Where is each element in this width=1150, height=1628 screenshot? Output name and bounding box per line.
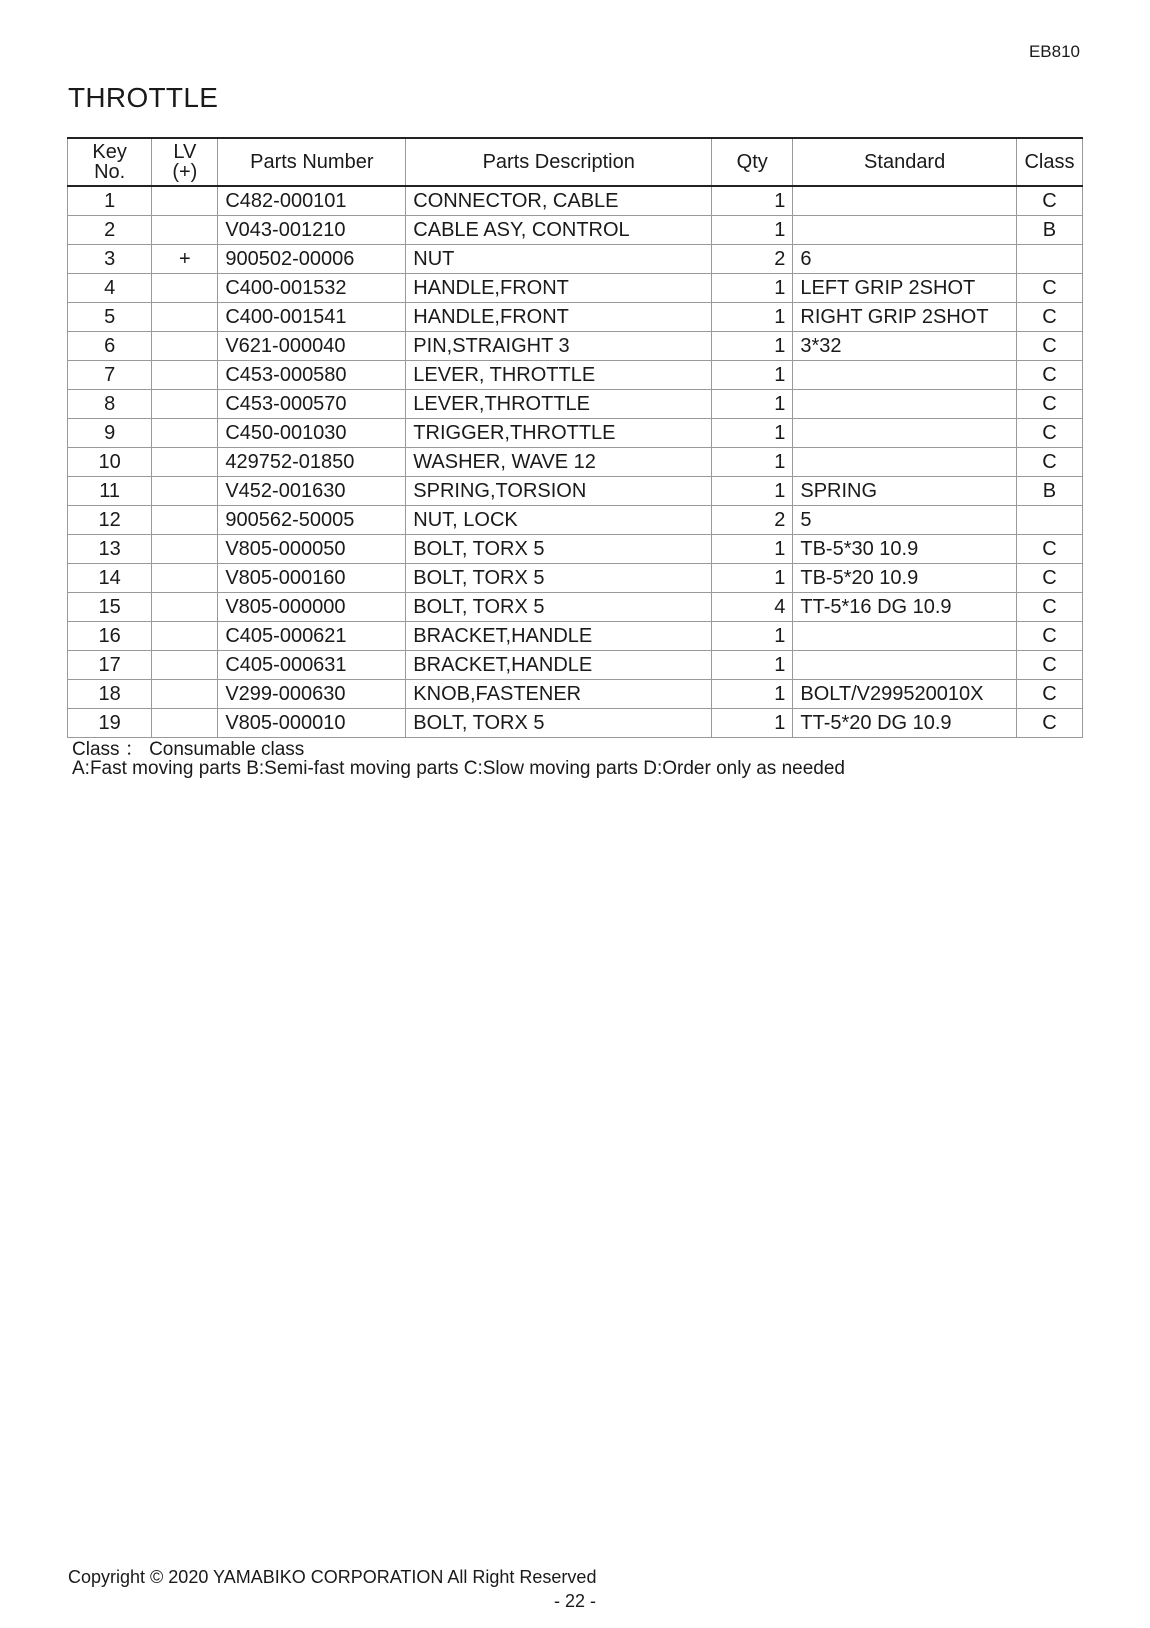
table-row <box>68 564 1083 593</box>
cell-qty: 1 <box>712 477 793 506</box>
parts-table-header <box>68 138 1083 186</box>
table-row <box>68 622 1083 651</box>
cell-standard <box>793 419 1017 448</box>
cell-key-no: 18 <box>68 680 152 709</box>
table-row <box>68 332 1083 361</box>
table-row <box>68 274 1083 303</box>
cell-lv <box>152 651 218 680</box>
cell-key-no: 3 <box>68 245 152 274</box>
cell-key-no: 17 <box>68 651 152 680</box>
cell-key-no: 16 <box>68 622 152 651</box>
cell-qty: 4 <box>712 593 793 622</box>
cell-parts-description: CONNECTOR, CABLE <box>406 186 712 216</box>
cell-parts-number: 900562-50005 <box>218 506 406 535</box>
cell-lv <box>152 709 218 738</box>
cell-key-no: 2 <box>68 216 152 245</box>
cell-lv <box>152 535 218 564</box>
cell-key-no: 19 <box>68 709 152 738</box>
cell-parts-number: V299-000630 <box>218 680 406 709</box>
cell-qty: 1 <box>712 448 793 477</box>
cell-qty: 1 <box>712 361 793 390</box>
cell-standard <box>793 448 1017 477</box>
cell-key-no: 13 <box>68 535 152 564</box>
cell-qty: 1 <box>712 332 793 361</box>
legend-line-2: A:Fast moving parts B:Semi-fast moving parts C:Slow moving parts D:Order only as needed <box>72 758 845 779</box>
cell-standard: RIGHT GRIP 2SHOT <box>793 303 1017 332</box>
cell-qty: 1 <box>712 390 793 419</box>
cell-lv <box>152 332 218 361</box>
cell-class: C <box>1016 709 1082 738</box>
cell-standard <box>793 186 1017 216</box>
cell-class: C <box>1016 303 1082 332</box>
cell-lv <box>152 506 218 535</box>
header-class: Class <box>1016 138 1082 186</box>
table-row <box>68 390 1083 419</box>
parts-table-body <box>68 186 1083 738</box>
copyright-notice: Copyright © 2020 YAMABIKO CORPORATION All Right Reserved <box>68 1567 597 1587</box>
cell-parts-description: WASHER, WAVE 12 <box>406 448 712 477</box>
cell-qty: 1 <box>712 622 793 651</box>
page-number: - 22 - <box>553 1591 596 1611</box>
cell-standard: TB-5*30 10.9 <box>793 535 1017 564</box>
table-row <box>68 186 1083 216</box>
header-parts-description: Parts Description <box>406 138 712 186</box>
table-row <box>68 245 1083 274</box>
cell-parts-description: LEVER, THROTTLE <box>406 361 712 390</box>
cell-class: C <box>1016 332 1082 361</box>
cell-key-no: 4 <box>68 274 152 303</box>
cell-parts-description: HANDLE,FRONT <box>406 303 712 332</box>
cell-parts-number: C482-000101 <box>218 186 406 216</box>
cell-standard: 6 <box>793 245 1017 274</box>
cell-standard: 5 <box>793 506 1017 535</box>
cell-parts-number: V805-000000 <box>218 593 406 622</box>
cell-class <box>1016 506 1082 535</box>
cell-parts-number: V043-001210 <box>218 216 406 245</box>
cell-parts-number: V621-000040 <box>218 332 406 361</box>
cell-qty: 1 <box>712 651 793 680</box>
cell-lv <box>152 593 218 622</box>
cell-key-no: 15 <box>68 593 152 622</box>
cell-parts-number: 900502-00006 <box>218 245 406 274</box>
table-row <box>68 535 1083 564</box>
cell-parts-description: CABLE ASY, CONTROL <box>406 216 712 245</box>
table-row <box>68 361 1083 390</box>
cell-parts-description: TRIGGER,THROTTLE <box>406 419 712 448</box>
cell-standard: TT-5*16 DG 10.9 <box>793 593 1017 622</box>
cell-standard: 3*32 <box>793 332 1017 361</box>
cell-class: C <box>1016 535 1082 564</box>
table-row <box>68 448 1083 477</box>
cell-key-no: 8 <box>68 390 152 419</box>
header-key-no <box>68 138 152 186</box>
cell-standard: TT-5*20 DG 10.9 <box>793 709 1017 738</box>
cell-class: C <box>1016 186 1082 216</box>
header-key-line1: Key <box>92 141 127 163</box>
cell-lv <box>152 564 218 593</box>
cell-qty: 1 <box>712 303 793 332</box>
cell-parts-number: C400-001541 <box>218 303 406 332</box>
cell-class: C <box>1016 622 1082 651</box>
cell-parts-number: 429752-01850 <box>218 448 406 477</box>
cell-lv <box>152 477 218 506</box>
cell-class: C <box>1016 390 1082 419</box>
table-row <box>68 593 1083 622</box>
cell-parts-number: C400-001532 <box>218 274 406 303</box>
cell-lv <box>152 622 218 651</box>
cell-class <box>1016 245 1082 274</box>
cell-parts-number: V805-000010 <box>218 709 406 738</box>
cell-standard: BOLT/V299520010X <box>793 680 1017 709</box>
table-row <box>68 651 1083 680</box>
cell-parts-description: PIN,STRAIGHT 3 <box>406 332 712 361</box>
cell-parts-number: C453-000580 <box>218 361 406 390</box>
cell-class: C <box>1016 651 1082 680</box>
cell-qty: 1 <box>712 709 793 738</box>
cell-class: C <box>1016 419 1082 448</box>
header-standard: Standard <box>793 138 1017 186</box>
cell-key-no: 9 <box>68 419 152 448</box>
table-row <box>68 477 1083 506</box>
cell-lv <box>152 361 218 390</box>
cell-class: C <box>1016 680 1082 709</box>
header-lv <box>152 138 218 186</box>
cell-parts-number: C405-000621 <box>218 622 406 651</box>
table-row <box>68 303 1083 332</box>
cell-parts-description: BRACKET,HANDLE <box>406 651 712 680</box>
cell-lv <box>152 186 218 216</box>
cell-parts-number: C450-001030 <box>218 419 406 448</box>
parts-table <box>67 137 1083 738</box>
cell-lv <box>152 680 218 709</box>
header-key-line2: No. <box>94 161 126 183</box>
cell-parts-description: KNOB,FASTENER <box>406 680 712 709</box>
cell-key-no: 12 <box>68 506 152 535</box>
cell-lv <box>152 390 218 419</box>
cell-standard <box>793 622 1017 651</box>
cell-standard <box>793 651 1017 680</box>
cell-qty: 2 <box>712 506 793 535</box>
model-code: EB810 <box>1028 42 1080 61</box>
cell-lv <box>152 274 218 303</box>
cell-parts-number: V805-000160 <box>218 564 406 593</box>
cell-class: C <box>1016 448 1082 477</box>
cell-qty: 2 <box>712 245 793 274</box>
cell-lv <box>152 216 218 245</box>
cell-lv <box>152 448 218 477</box>
header-lv-line1: LV <box>173 141 197 163</box>
cell-parts-number: C453-000570 <box>218 390 406 419</box>
class-legend <box>72 740 845 778</box>
cell-standard: SPRING <box>793 477 1017 506</box>
cell-key-no: 7 <box>68 361 152 390</box>
cell-class: C <box>1016 593 1082 622</box>
cell-class: C <box>1016 361 1082 390</box>
table-row <box>68 216 1083 245</box>
cell-parts-description: BOLT, TORX 5 <box>406 709 712 738</box>
cell-standard <box>793 216 1017 245</box>
cell-qty: 1 <box>712 564 793 593</box>
cell-lv <box>152 419 218 448</box>
header-lv-line2: (+) <box>172 161 198 183</box>
table-row <box>68 709 1083 738</box>
cell-qty: 1 <box>712 186 793 216</box>
cell-parts-description: NUT <box>406 245 712 274</box>
cell-standard <box>793 361 1017 390</box>
cell-parts-description: BRACKET,HANDLE <box>406 622 712 651</box>
cell-class: C <box>1016 274 1082 303</box>
cell-class: B <box>1016 216 1082 245</box>
legend-line-1: Class ： Consumable class <box>72 739 305 760</box>
table-row <box>68 680 1083 709</box>
cell-qty: 1 <box>712 274 793 303</box>
cell-parts-description: LEVER,THROTTLE <box>406 390 712 419</box>
cell-class: B <box>1016 477 1082 506</box>
cell-key-no: 1 <box>68 186 152 216</box>
cell-parts-description: BOLT, TORX 5 <box>406 593 712 622</box>
cell-standard: LEFT GRIP 2SHOT <box>793 274 1017 303</box>
cell-key-no: 14 <box>68 564 152 593</box>
cell-qty: 1 <box>712 535 793 564</box>
cell-qty: 1 <box>712 419 793 448</box>
cell-key-no: 10 <box>68 448 152 477</box>
cell-class: C <box>1016 564 1082 593</box>
cell-parts-description: BOLT, TORX 5 <box>406 535 712 564</box>
cell-key-no: 11 <box>68 477 152 506</box>
cell-qty: 1 <box>712 216 793 245</box>
cell-lv <box>152 303 218 332</box>
cell-parts-description: NUT, LOCK <box>406 506 712 535</box>
cell-parts-description: SPRING,TORSION <box>406 477 712 506</box>
table-row <box>68 506 1083 535</box>
cell-parts-description: BOLT, TORX 5 <box>406 564 712 593</box>
page-title: THROTTLE <box>68 82 219 113</box>
cell-parts-number: V805-000050 <box>218 535 406 564</box>
table-row <box>68 419 1083 448</box>
cell-lv: + <box>152 245 218 274</box>
header-qty: Qty <box>712 138 793 186</box>
cell-key-no: 6 <box>68 332 152 361</box>
cell-parts-description: HANDLE,FRONT <box>406 274 712 303</box>
cell-key-no: 5 <box>68 303 152 332</box>
cell-standard <box>793 390 1017 419</box>
cell-parts-number: V452-001630 <box>218 477 406 506</box>
cell-qty: 1 <box>712 680 793 709</box>
cell-parts-number: C405-000631 <box>218 651 406 680</box>
header-parts-number: Parts Number <box>218 138 406 186</box>
cell-standard: TB-5*20 10.9 <box>793 564 1017 593</box>
